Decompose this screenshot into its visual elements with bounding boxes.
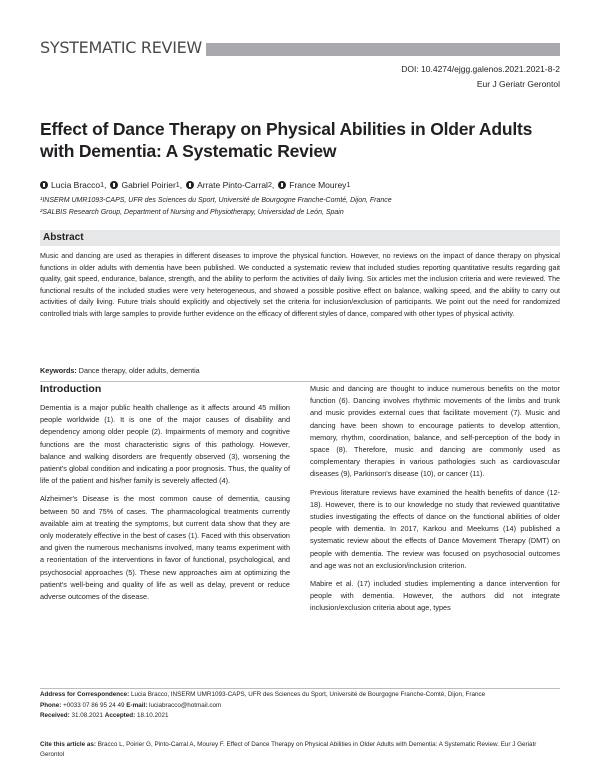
cite-text: Bracco L, Poirier G, Pinto-Carral A, Mourey F. Effect of Dance Therapy on Physical Abilities in Older Adults with Dementia: A Systematic Review. Eur J Geriatr Gerontol xyxy=(40,741,537,758)
orcid-icon[interactable] xyxy=(40,181,48,189)
keywords-label: Keywords: xyxy=(40,366,77,375)
footer-divider xyxy=(40,688,560,689)
affiliation: ²SALBIS Research Group, Department of Nursing and Physiotherapy, Universidad de León, Spain xyxy=(40,209,344,216)
correspondence-row xyxy=(40,690,560,701)
paragraph: Alzheimer's Disease is the most common cause of dementia, causing between 50 and 75% of cases. The pharmacological treatments currently available aim at treating the symptoms, but current data show that they are only moderately effective in the best of cases (1). Faced with this observation and given the numerous mechanisms involved, many teams experiment with a reorientation of the interventions in favor of functional, psychological, and psychosocial approaches (5). These new approaches aim at optimizing the patient's well-being and quality of life as well as delay, prevent or reduce adverse outcomes of the disease. xyxy=(40,494,290,602)
citation xyxy=(40,740,560,759)
author-name: France Mourey xyxy=(289,180,347,190)
header-band xyxy=(40,38,560,58)
paragraph: Mabire et al. (17) included studies implementing a dance intervention for people with dementia. However, the authors did not integrate inclusion/exclusion criteria about age, types xyxy=(310,579,560,613)
left-column xyxy=(40,383,290,609)
header-bar xyxy=(206,43,560,56)
author[interactable] xyxy=(278,180,350,190)
paragraph: Previous literature reviews have examined the health benefits of dance (12-18). However, there is to our knowledge no study that reviewed quantitative studies investigating the effects of dance on the functional abilities of older people with dementia. In 2017, Karkou and Meekums (14) published a systematic review about the effects of Dance Movement Therapy (DMT) on people with dementia. The review was focused on psychosocial outcomes and age was not an exclusion/inclusion criterion. xyxy=(310,487,560,570)
author-name: Lucia Bracco xyxy=(51,180,101,190)
phone-label: Phone: xyxy=(40,701,62,709)
author[interactable]: Lucia Bracco 1 , xyxy=(40,180,106,190)
email-label: E-mail: xyxy=(126,701,148,709)
correspondence-label: Address for Correspondence: xyxy=(40,691,130,698)
author-sup: 1 xyxy=(100,181,105,189)
dates-row xyxy=(40,711,560,722)
right-column xyxy=(310,383,560,621)
author-sup: 1 xyxy=(175,181,180,189)
author-name: Arrate Pinto-Carral xyxy=(197,180,268,190)
received-label: Received: xyxy=(40,712,70,719)
keywords xyxy=(40,366,560,375)
abstract-heading: Abstract xyxy=(43,232,84,243)
author[interactable]: Arrate Pinto-Carral 2 , xyxy=(186,180,274,190)
article-title: Effect of Dance Therapy on Physical Abilities in Older Adults with Dementia: A Systematic Review xyxy=(40,119,533,161)
abstract-text: Music and dancing are used as therapies in different diseases to improve the physical function. However, no reviews on the impact of dance therapy on physical functions in older adults with dementia have been published. We conducted a systematic review that included studies reporting quantitative results regarding gait quality, gait speed, endurance, balance, strength, and the ability to perform the activities of daily living. Six articles met the inclusion criteria and were reviewed. The functional results of the included studies were very heterogeneous, and showed a possible positive effect on balance, walking speed, and the ability to carry out activities of daily living. Future trials should explicitly and objectively set the criteria for inclusion/exclusion of participants. We point out the need for randomized controlled trials with large samples to provide further evidence on the efficacy of different styles of dance, compared with other types of physical activity. xyxy=(40,252,560,318)
paragraph: Music and dancing are thought to induce numerous benefits on the motor function (6). Dancing involves rhythmic movements of the limbs and trunk and music provides external cues that facilitate movement (7). Music and dancing have been shown to encourage patients to develop attention, memory, rhythm, coordination, balance, and self-perception of the body in space (8). Therefore, music and dancing are commonly used as complementary therapies in various pathologies such as cardiovascular diseases (9), Parkinson's disease (10), or cancer (11). xyxy=(310,384,560,479)
author-name: Gabriel Poirier xyxy=(121,180,176,190)
received-value: 31.08.2021 xyxy=(71,712,104,719)
author-list xyxy=(40,180,560,190)
accepted-label: Accepted: xyxy=(104,712,136,719)
correspondence-text: Lucia Bracco, INSERM UMR1093-CAPS, UFR des Sciences du Sport, Université de Bourgogne Franche-Comté, Dijon, France xyxy=(130,691,486,698)
footer xyxy=(40,690,560,722)
accepted-value: 18.10.2021 xyxy=(136,712,169,719)
orcid-icon[interactable] xyxy=(110,181,118,189)
orcid-icon[interactable] xyxy=(278,181,286,189)
cite-label: Cite this article as: xyxy=(40,741,96,748)
author[interactable]: Gabriel Poirier 1 , xyxy=(110,180,182,190)
contact-row xyxy=(40,701,560,712)
divider xyxy=(40,381,560,382)
doi-link[interactable]: DOI: 10.4274/ejgg.galenos.2021.2021-8-2 xyxy=(401,64,560,74)
orcid-icon[interactable] xyxy=(186,181,194,189)
author-sup: 2 xyxy=(267,181,272,189)
email-value[interactable]: luciabracco@hotmail.com xyxy=(149,701,222,709)
affiliation: ¹INSERM UMR1093-CAPS, UFR des Sciences du Sport, Université de Bourgogne Franche-Comté, Dijon, France xyxy=(40,197,392,204)
phone-value: +0033 07 86 95 24 49 xyxy=(63,701,125,709)
section-heading: Introduction xyxy=(40,383,102,395)
keywords-text: Dance therapy, older adults, dementia xyxy=(78,366,200,375)
section-label: SYSTEMATIC REVIEW xyxy=(40,38,202,57)
journal-name: Eur J Geriatr Gerontol xyxy=(476,79,560,89)
abstract-header xyxy=(40,230,560,246)
author-sup: 1 xyxy=(346,181,351,189)
paragraph: Dementia is a major public health challenge as it affects around 45 million people worldwide (1). It is one of the major causes of disability and dependency among older people (2). Impairments of memory and cognitive functions are the most characteristic signs of this pathology. However, balance and walking disorders are frequently observed (3), worsening the patient's global condition and indicating a poor prognosis. Thus, the quality of life of the patient and his/her family is severely affected (4). xyxy=(40,403,290,486)
